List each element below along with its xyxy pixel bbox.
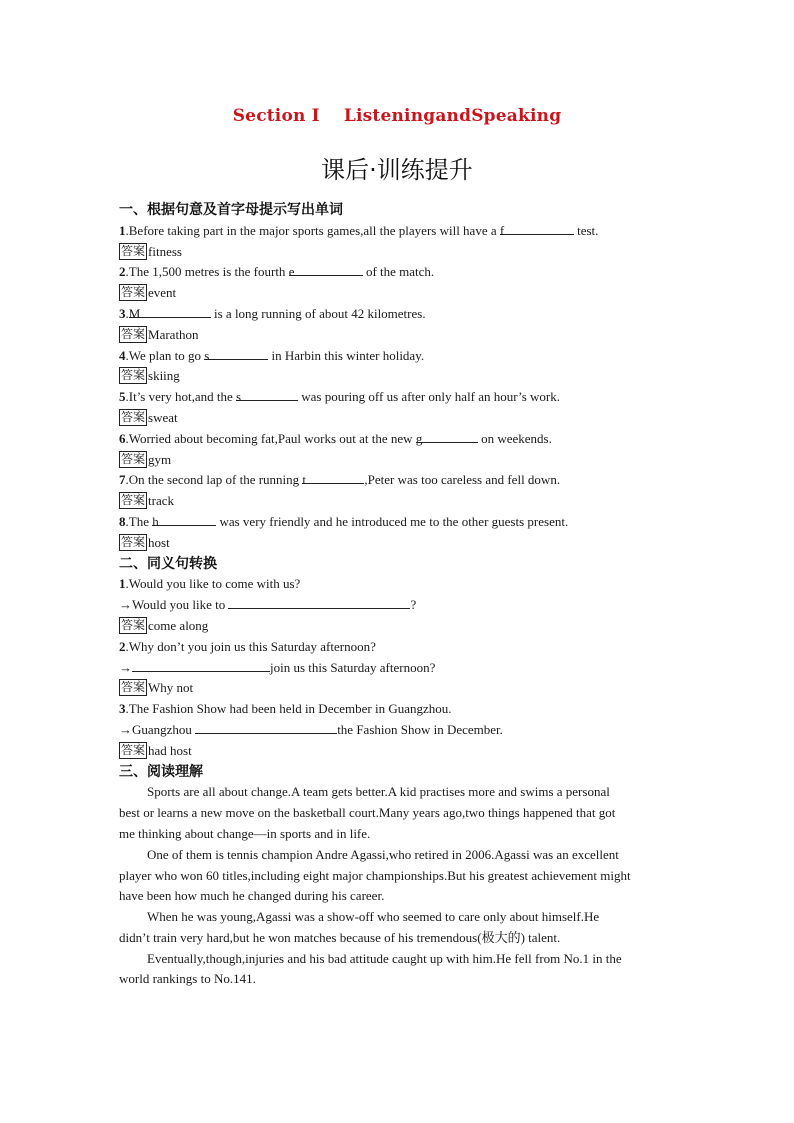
answer-blank[interactable] — [288, 262, 363, 280]
question-line — [119, 346, 679, 367]
answer-badge: 答案 — [121, 680, 146, 695]
letter-hint: g — [415, 430, 423, 446]
section2-items — [119, 574, 679, 761]
answer-text: had host — [148, 742, 192, 758]
exercise-content — [119, 200, 679, 990]
answer-blank[interactable] — [195, 720, 337, 734]
answer-blank[interactable] — [228, 595, 410, 609]
section-number: Section Ⅰ — [232, 106, 320, 126]
answer-text: skiing — [148, 368, 180, 384]
passage-line: me thinking about change—in sports and in life. — [119, 825, 371, 841]
question-text-before: .Before taking part in the major sports games,all the players will have a — [125, 222, 500, 238]
answer-blank[interactable] — [499, 221, 574, 238]
answer-line — [119, 678, 679, 699]
question-text-before: . — [125, 305, 129, 321]
question-text-before: .The — [125, 513, 153, 529]
question-number: 7 — [119, 472, 126, 488]
question-line — [119, 512, 679, 533]
answer-line — [119, 283, 679, 304]
question-text-after: ,Peter was too careless and fell down. — [364, 472, 561, 488]
letter-hint: M — [128, 305, 141, 321]
passage-line: best or learns a new move on the basketball court.Many years ago,two things happened that got — [119, 805, 616, 821]
passage-line: didn’t train very hard,but he won matches because of his tremendous(极大的) talent. — [119, 929, 561, 945]
question-text-before: .We plan to go — [125, 347, 205, 363]
passage-line: have been how much he changed during his career. — [119, 888, 385, 904]
rewrite-text-after: join us this Saturday afternoon? — [270, 659, 436, 675]
question-text-after: was pouring off us after only half an hour’s work. — [297, 389, 560, 405]
answer-line — [119, 325, 679, 346]
question-text-before: .The 1,500 metres is the fourth — [125, 264, 289, 280]
letter-hint: s — [204, 347, 210, 363]
answer-blank[interactable] — [152, 512, 216, 529]
rewrite-text-before: →Guangzhou — [119, 721, 196, 737]
passage-line: Sports are all about change.A team gets better.A kid practises more and swims a personal — [147, 784, 610, 800]
question-line — [119, 574, 679, 595]
answer-badge: 答案 — [121, 368, 146, 383]
passage-line: When he was young,Agassi was a show-off who seemed to care only about himself.He — [147, 909, 600, 925]
letter-hint: t — [302, 472, 307, 488]
question-number: 1 — [119, 222, 126, 238]
question-line — [119, 429, 679, 450]
question-text-after: in Harbin this winter holiday. — [268, 347, 425, 363]
question-line — [119, 387, 679, 408]
section1-heading: 一、根据句意及首字母提示写出单词 — [119, 202, 343, 218]
passage-paragraph — [119, 907, 679, 949]
question-line — [119, 221, 679, 242]
letter-hint: s — [235, 389, 242, 405]
question-text-after: on weekends. — [477, 430, 552, 446]
question-line — [119, 637, 679, 658]
question-number: 3 — [119, 701, 126, 717]
answer-text: event — [148, 285, 177, 301]
rewrite-text-after: the Fashion Show in December. — [337, 721, 503, 737]
question-number: 5 — [119, 389, 126, 405]
answer-badge: 答案 — [121, 534, 146, 549]
rewrite-text-after: ? — [410, 597, 417, 613]
answer-text: come along — [148, 617, 209, 633]
question-text-after: was very friendly and he introduced me to the other guests present. — [216, 513, 569, 529]
answer-badge: 答案 — [121, 742, 146, 757]
passage-paragraph — [119, 782, 679, 844]
passage-line: player who won 60 titles,including eight major championships.But his greatest achievement might — [119, 867, 631, 883]
question-number: 4 — [119, 347, 126, 363]
answer-blank[interactable] — [204, 346, 268, 363]
answer-badge: 答案 — [121, 617, 146, 632]
answer-blank[interactable] — [132, 658, 270, 672]
answer-text: fitness — [148, 243, 182, 259]
letter-hint: e — [288, 264, 295, 280]
answer-line — [119, 242, 679, 263]
passage-paragraph — [119, 949, 679, 991]
question-text-after: of the match. — [362, 264, 435, 280]
rewrite-line — [119, 720, 679, 741]
section-title — [0, 106, 794, 126]
answer-badge: 答案 — [121, 409, 146, 424]
answer-blank[interactable] — [235, 387, 298, 405]
answer-badge: 答案 — [121, 493, 146, 508]
letter-hint: f — [499, 222, 505, 238]
question-text-after: is a long running of about 42 kilometres. — [210, 305, 426, 321]
rewrite-line — [119, 595, 679, 616]
question-text: .Would you like to come with us? — [125, 576, 301, 592]
section2-heading: 二、同义句转换 — [119, 555, 217, 572]
question-text-before: .Worried about becoming fat,Paul works out at the new — [125, 430, 416, 446]
answer-blank[interactable] — [128, 304, 211, 321]
question-text: .The Fashion Show had been held in December in Guangzhou. — [125, 701, 452, 717]
section-topic: ListeningandSpeaking — [343, 106, 562, 126]
question-line — [119, 304, 679, 325]
answer-line — [119, 533, 679, 554]
answer-line — [119, 408, 679, 429]
question-line — [119, 262, 679, 283]
question-number: 8 — [119, 513, 126, 529]
answer-badge: 答案 — [121, 285, 146, 300]
question-line — [119, 470, 679, 491]
answer-line — [119, 741, 679, 762]
answer-text: gym — [148, 451, 172, 467]
letter-hint: h — [152, 513, 159, 529]
answer-badge: 答案 — [121, 243, 146, 258]
answer-text: host — [148, 534, 170, 550]
passage-line: Eventually,though,injuries and his bad attitude caught up with him.He fell from No.1 in the — [147, 950, 622, 966]
answer-line — [119, 491, 679, 512]
question-number: 3 — [119, 305, 126, 321]
passage-paragraph — [119, 845, 679, 907]
page-subtitle: 课后·训练提升 — [321, 156, 473, 184]
rewrite-text-before: → — [119, 659, 132, 675]
answer-line — [119, 450, 679, 471]
question-number: 1 — [119, 576, 126, 592]
answer-text: sweat — [148, 409, 178, 425]
answer-line — [119, 616, 679, 637]
rewrite-line — [119, 658, 679, 679]
question-number: 2 — [119, 264, 126, 280]
answer-blank[interactable] — [415, 429, 478, 446]
question-text: .Why don’t you join us this Saturday afternoon? — [125, 638, 376, 654]
passage-line: world rankings to No.141. — [119, 971, 256, 987]
question-text-before: .It’s very hot,and the — [125, 389, 236, 405]
answer-badge: 答案 — [121, 451, 146, 466]
answer-badge: 答案 — [121, 326, 146, 341]
question-text-before: .On the second lap of the running — [125, 472, 303, 488]
reading-passage — [119, 782, 679, 990]
answer-text: Why not — [148, 680, 194, 696]
question-number: 6 — [119, 430, 126, 446]
question-number: 2 — [119, 638, 126, 654]
question-text-after: test. — [573, 222, 599, 238]
passage-line: One of them is tennis champion Andre Agassi,who retired in 2006.Agassi was an excellent — [147, 846, 619, 862]
rewrite-text-before: →Would you like to — [119, 597, 229, 613]
answer-blank[interactable] — [302, 470, 364, 488]
question-line — [119, 699, 679, 720]
section3-heading: 三、阅读理解 — [119, 763, 203, 780]
section1-items — [119, 221, 679, 554]
answer-text: Marathon — [148, 326, 199, 342]
answer-line — [119, 366, 679, 387]
answer-text: track — [148, 493, 174, 509]
